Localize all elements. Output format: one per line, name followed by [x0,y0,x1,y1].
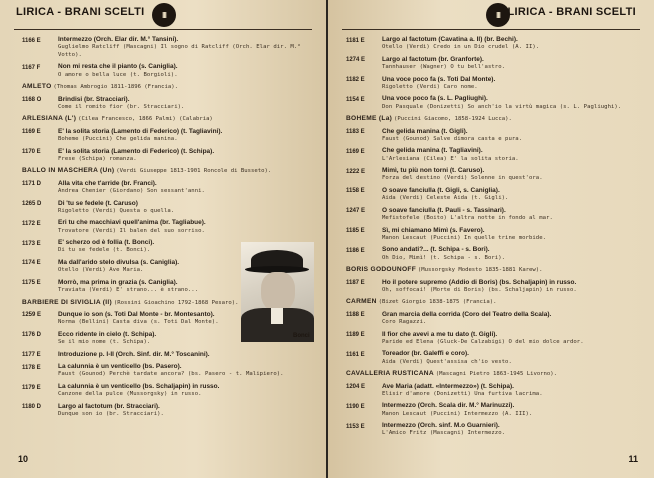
record-entry [346,350,646,366]
composer-info: (Verdi Giuseppe 1813-1901 Roncole di Busseto). [116,168,272,175]
catalog-number: 1182 E [346,77,365,84]
record-details [58,219,318,235]
record-entry [346,167,646,183]
record-details [58,239,248,255]
flip-side-description: Norma (Bellini) Casta diva (s. Toti Dal Monte). [58,319,219,326]
opera-section-heading [346,370,646,378]
record-entry [346,207,646,223]
catalog-number: 1154 E [346,96,365,103]
aria-title: E' la solita storia (Lamento di Federico) (t. Tagliavini). [58,127,223,135]
right-page [328,0,654,478]
record-details [58,128,318,144]
aria-title: Largo al factotum (br. Stracciari). [58,402,160,410]
flip-side-description: O amore o bella luce (t. Borgioli). [58,71,178,78]
aria-title: Intermezzo (Orch. sinf. M.o Guarnieri). [382,422,500,430]
left-record-list [22,36,318,423]
record-details [58,383,318,399]
catalog-number: 1186 E [346,247,365,254]
flip-side-description: Come il romito fior (br. Stracciari). [58,103,185,110]
record-details [382,207,646,223]
flip-side-description: Manon Lescaut (Puccini) Intermezzo (A. III). [382,410,533,417]
aria-title: E' la solita storia (Lamento di Federico) (t. Schipa). [58,147,215,155]
aria-title: Morrò, ma prima in grazia (s. Caniglia). [58,278,178,286]
flip-side-description: Paride ed Elena (Gluck-De Calzabigi) O del mio dolce ardor. [382,338,584,345]
flip-side-description: Aida (Verdi) Quest'assisa ch'io vesto. [382,358,512,365]
record-entry [346,56,646,72]
flip-side-description: Andrea Chenier (Giordano) Son sessant'anni. [58,188,205,194]
record-details [58,180,318,196]
aria-title: O soave fanciulla (t. Pauli - s. Tassinari). [382,206,506,214]
record-details [58,403,318,419]
catalog-number: 1158 E [346,188,365,195]
record-entry [22,96,318,112]
opera-section-heading [346,115,646,123]
record-entry [22,128,318,144]
catalog-number: 1204 E [346,384,366,391]
record-details [58,36,318,59]
flip-side-description: Oh, soffocai! (Morte di Boris) (bs. Schaljapin) in russo. [382,286,577,293]
label-logo [486,3,510,27]
aria-title: Mimì, tu più non torni (t. Caruso). [382,167,485,175]
flip-side-description: Se il mio nome (t. Schipa). [58,338,151,345]
catalog-number: 1176 D [22,332,42,339]
catalog-number: 1180 D [22,404,42,411]
catalog-number: 1166 E [22,37,41,44]
flip-side-description: Canzone della pulce (Mussorgsky) in russo. [58,391,202,398]
flip-side-description: Frese (Schipa) romanza. [58,155,137,162]
aria-title: Ecco ridente in cielo (t. Schipa). [58,330,157,338]
aria-title: Una voce poco fa (s. L. Pagliughi). [382,95,488,103]
record-details [382,422,646,438]
aria-title: Il fior che avevi a me tu dato (t. Gigli). [382,330,498,338]
opera-title: BARBIERE DI SIVIGLIA (Il) [22,298,113,306]
catalog-number: 1181 E [346,37,365,44]
aria-title: Ma dall'arido stelo divulsa (s. Caniglia). [58,258,180,266]
record-entry [346,76,646,92]
flip-side-description: L'Amico Fritz (Mascagni) Intermezzo. [382,430,506,437]
opera-title: CARMEN [346,298,377,306]
record-details [382,383,646,399]
record-entry [346,95,646,111]
flip-side-description: Boheme (Puccini) Che gelida manina. [58,136,178,142]
aria-title: Sì, mi chiamano Mimì (s. Favero). [382,226,485,234]
catalog-number: 1171 D [22,181,42,188]
catalog-number: 1169 E [346,148,365,155]
record-entry [346,227,646,243]
composer-info: (Rossini Gioachino 1792-1868 Pesaro). [113,299,239,306]
logo-text: III [162,10,166,20]
opera-title: BOHEME (La) [346,115,393,123]
catalog-number: 1172 E [22,220,41,227]
record-details [58,63,318,79]
aria-title: Intermezzo (Orch. Elar dir. M.° Tansini). [58,36,179,43]
flip-side-description: Elisir d'amore (Donizetti) Una furtiva lacrima. [382,390,543,397]
record-details [58,311,248,327]
record-entry [22,63,318,79]
aria-title: La calunnia è un venticello (bs. Pasero). [58,363,182,371]
flip-side-description: Coro Ragazzi. [382,318,427,325]
opera-title: ARLESIANA (L') [22,115,77,123]
catalog-number: 1168 O [22,97,42,104]
record-details [382,227,646,243]
record-details [382,402,646,418]
aria-title: O soave fanciulla (t. Gigli, s. Caniglia). [382,186,500,194]
aria-title: Largo al factotum (br. Granforte). [382,55,484,63]
opera-section-heading [346,266,646,274]
record-entry [22,403,318,419]
aria-title: Ho il potere supremo (Addio di Boris) (bs. Schaljapin) in russo. [382,278,577,286]
flip-side-description: L'Arlesiana (Cilea) E' la solita storia. [382,155,519,162]
flip-side-description: Dunque son io (br. Stracciari). [58,411,164,418]
catalog-number: 1177 E [22,352,41,359]
record-details [58,351,318,360]
flip-side-description: Tannhauser (Wagner) O tu bell'astro. [382,64,506,70]
aria-title: Eri tu che macchiavi quell'anima (br. Tagliabue). [58,219,206,227]
record-entry [346,187,646,203]
header-rule [342,29,640,30]
left-header-title: LIRICA - BRANI SCELTI [16,6,145,18]
record-entry [346,402,646,418]
record-details [58,96,318,112]
page-number-right: 11 [628,454,638,464]
catalog-number: 1222 E [346,168,366,175]
aria-title: Di 'tu se fedele (t. Caruso) [58,199,138,207]
record-details [382,350,646,366]
record-entry [346,36,646,52]
flip-side-description: Rigoletto (Verdi) Caro nome. [382,83,478,90]
aria-title: Dunque io son (s. Toti Dal Monte - br. Montesanto). [58,310,215,318]
portrait-caption: Bonci [293,333,310,339]
record-details [382,279,646,295]
record-entry [22,148,318,164]
record-details [382,331,646,347]
catalog-number: 1179 E [22,384,41,391]
aria-title: La calunnia è un venticello (bs. Schaljapin) in russo. [58,383,220,391]
flip-side-description: Manon Lescaut (Puccini) In quelle trine morbide. [382,234,547,241]
aria-title: Ave Maria (adatt. «Intermezzo») (t. Schipa). [382,382,514,390]
opera-section-heading [346,298,646,306]
logo-text: III [496,10,500,20]
record-entry [346,279,646,295]
record-details [382,147,646,163]
aria-title: Gran marcia della corrida (Coro del Teatro della Scala). [382,310,552,318]
catalog-number: 1175 E [22,280,41,287]
page-number-left: 10 [18,454,29,464]
catalog-number: 1173 E [22,240,41,247]
catalog-number: 1174 E [22,260,41,267]
flip-side-description: Oh Dio, Mimì! (t. Schipa - s. Bori). [382,254,506,261]
opera-title: CAVALLERIA RUSTICANA [346,370,434,378]
record-entry [22,180,318,196]
catalog-number: 1170 E [22,149,41,156]
header-rule [14,29,312,30]
aria-title: Introduzione p. I-II (Orch. Sinf. dir. M.° Toscanini). [58,350,210,358]
composer-info: (Puccini Giacomo, 1858-1924 Lucca). [394,116,512,123]
catalog-number: 1185 E [346,228,365,235]
composer-info: (Thomas Ambrogio 1811-1896 (Francia). [53,84,178,91]
composer-info: (Cilea Francesco, 1866 Palmi) (Calabria) [78,116,213,123]
record-details [58,363,318,379]
record-details [382,76,646,92]
record-entry [346,246,646,262]
record-entry [346,128,646,144]
record-entry [22,200,318,216]
aria-title: Largo al factotum (Cavatina a. II) (br. Bechi). [382,36,518,43]
catalog-number: 1178 E [22,364,41,371]
opera-section-heading [22,167,318,175]
catalog-number: 1188 E [346,312,365,319]
flip-side-description: Don Pasquale (Donizetti) So anch'io la virtù magica (s. L. Pagliughi). [382,103,622,110]
catalog-number: 1190 E [346,403,365,410]
aria-title: Sono andati?... (t. Schipa - s. Bori). [382,246,490,254]
opera-title: BALLO IN MASCHERA (Un) [22,167,115,175]
catalog-number: 1265 D [22,201,42,208]
composer-info: (Mussorgsky Modesto 1835-1881 Karew). [417,267,543,274]
record-details [382,95,646,111]
record-entry [346,383,646,399]
aria-title: Intermezzo (Orch. Scala dir. M.° Marinuzzi). [382,402,515,410]
opera-title: BORIS GODOUNOFF [346,266,417,274]
record-entry [22,351,318,360]
catalog-number: 1274 E [346,57,366,64]
left-page [0,0,326,478]
flip-side-description: Trovatore (Verdi) Il balen del suo sorriso. [58,227,205,234]
record-details [58,200,318,216]
flip-side-description: Rigoletto (Verdi) Questa o quella. [58,207,175,214]
record-details [58,148,318,164]
catalog-number: 1187 E [346,280,365,287]
catalog-number: 1161 E [346,351,365,358]
record-details [382,128,646,144]
aria-title: Alla vita che t'arride (br. Franci). [58,179,157,187]
catalog-number: 1169 E [22,129,41,136]
flip-side-description: Otello (Verdi) Credo in un Dio crudel (A. II). [382,44,540,51]
record-details [382,311,646,327]
flip-side-description: Faust (Gounod) Perchè tardate ancora? (bs. Pasero - t. Malipiero). [58,371,284,378]
record-details [382,187,646,203]
record-entry [346,331,646,347]
flip-side-description: Traviata (Verdi) E' strano... è strano... [58,286,199,293]
opera-section-heading [22,115,318,123]
flip-side-description: Guglielmo Ratcliff (Mascagni) Il sogno di Ratcliff (Orch. Elar dir. M.° Votto). [58,44,301,58]
aria-title: Non mi resta che il pianto (s. Caniglia). [58,63,178,71]
catalog-number: 1153 E [346,423,365,430]
aria-title: Brindisi (br. Stracciari). [58,95,130,103]
record-entry [346,311,646,327]
record-details [382,246,646,262]
aria-title: Che gelida manina (t. Tagliavini). [382,147,483,155]
singer-portrait [241,242,314,342]
aria-title: E' scherzo od è follia (t. Bonci). [58,239,155,247]
catalog-number: 1183 E [346,129,365,136]
record-entry [346,422,646,438]
record-details [58,259,248,275]
record-details [382,56,646,72]
catalog-number: 1247 E [346,208,366,215]
right-header-title: LIRICA - BRANI SCELTI [507,6,636,18]
composer-info: (Bizet Giorgio 1838-1875 (Francia). [378,299,497,306]
aria-title: Toreador (br. Galeffi e coro). [382,350,469,358]
record-details [382,36,646,52]
opera-section-heading [22,83,318,91]
flip-side-description: Forza del destino (Verdi) Solenne in quest'ora. [382,175,543,182]
flip-side-description: Otello (Verdi) Ave Maria. [58,267,144,274]
record-entry [346,147,646,163]
right-record-list [346,36,646,442]
catalog-number: 1167 F [22,64,41,71]
flip-side-description: Faust (Gounod) Salve dimora casta e pura. [382,135,523,142]
opera-title: AMLETO [22,83,52,91]
aria-title: Che gelida manina (t. Gigli). [382,127,468,135]
composer-info: (Mascagni Pietro 1863-1945 Livorno). [435,371,558,378]
label-logo [152,3,176,27]
record-entry [22,219,318,235]
catalog-number: 1259 E [22,312,42,319]
record-details [382,167,646,183]
aria-title: Una voce poco fa (s. Toti Dal Monte). [382,75,496,83]
record-entry [22,383,318,399]
record-entry [22,36,318,59]
catalog-number: 1189 E [346,332,365,339]
flip-side-description: Di tu se fedele (t. Bonci). [58,247,151,254]
record-details [58,279,248,295]
flip-side-description: Mefistofele (Boito) L'altra notte in fondo al mar. [382,214,553,221]
flip-side-description: Aida (Verdi) Celeste Aida (t. Gigli). [382,195,509,202]
record-entry [22,363,318,379]
